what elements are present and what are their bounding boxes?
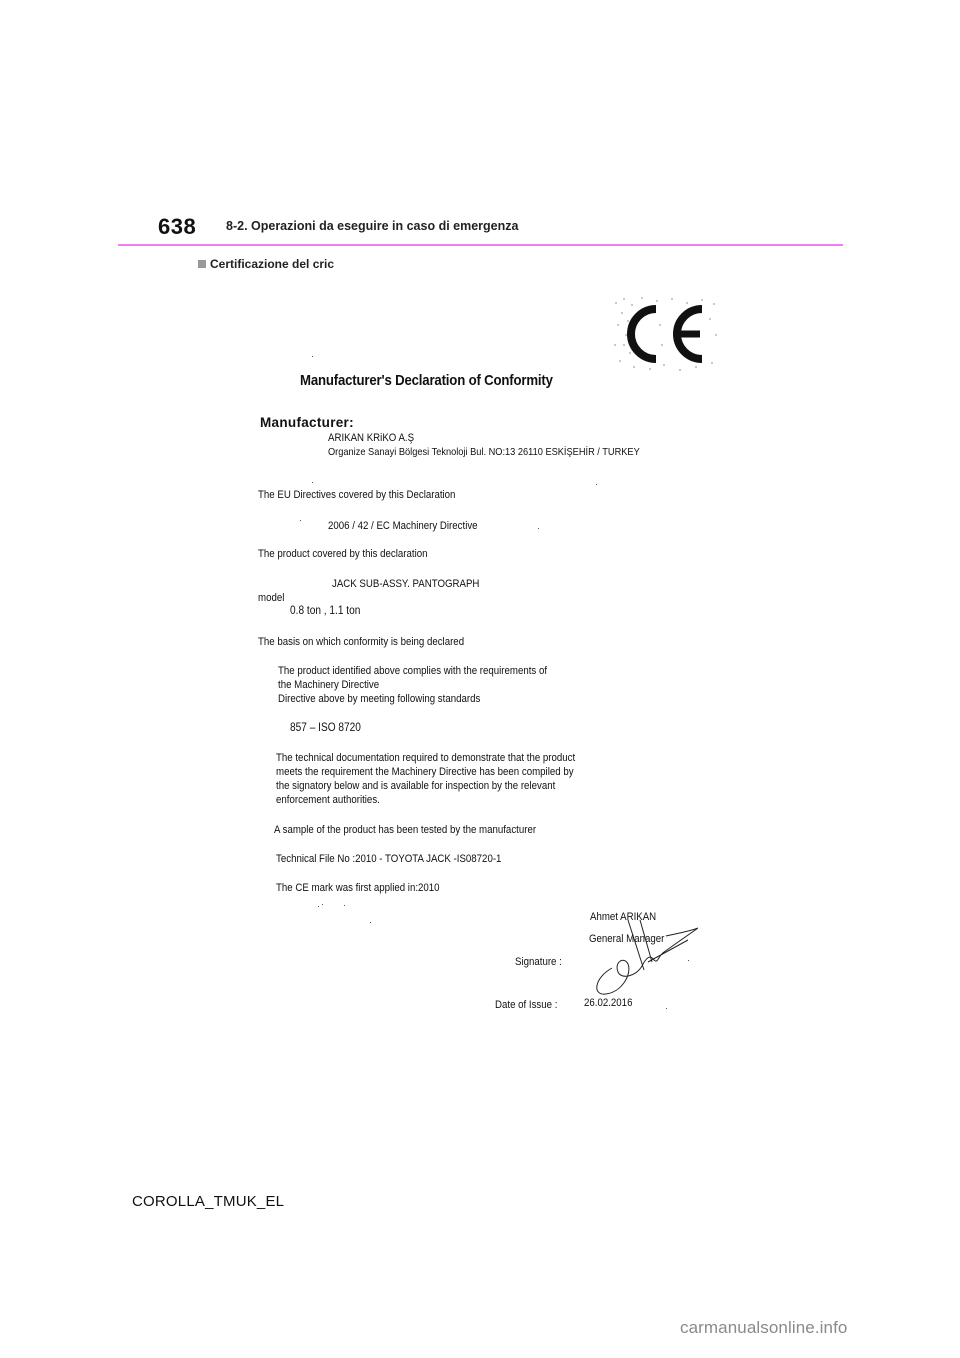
subheading xyxy=(198,257,334,271)
declaration-title: Manufacturer's Declaration of Conformity xyxy=(300,372,553,389)
signatory-name: Ahmet ARIKAN xyxy=(590,911,657,923)
sample-text: A sample of the product has been tested by the manufacturer xyxy=(274,824,537,836)
subheading-label: Certificazione del cric xyxy=(210,257,335,271)
ce-first-applied: The CE mark was first applied in:2010 xyxy=(276,882,440,894)
technical-doc-line-4: enforcement authorities. xyxy=(276,794,380,806)
page-number: 638 xyxy=(158,214,197,239)
watermark-link[interactable]: carmanualsonline.info xyxy=(680,1318,848,1337)
manufacturer-name: ARIKAN KRiKO A.Ş xyxy=(328,432,415,444)
eu-directives-label: The EU Directives covered by this Declaration xyxy=(258,489,456,501)
square-bullet-icon xyxy=(198,260,206,268)
model-values: 0.8 ton , 1.1 ton xyxy=(290,605,361,617)
product-name: JACK SUB-ASSY. PANTOGRAPH xyxy=(332,578,480,590)
technical-doc-line-2: meets the requirement the Machinery Directive has been compiled by xyxy=(276,766,574,778)
standard: 857 – ISO 8720 xyxy=(290,722,361,734)
signature-label: Signature : xyxy=(515,956,562,968)
eu-directive: 2006 / 42 / EC Machinery Directive xyxy=(328,520,478,532)
basis-text-3: Directive above by meeting following standards xyxy=(278,693,481,705)
section-title: 8-2. Operazioni da eseguire in caso di emergenza xyxy=(226,219,519,233)
technical-doc-line-3: the signatory below and is available for inspection by the relevant xyxy=(276,780,556,792)
product-label: The product covered by this declaration xyxy=(258,548,428,560)
handwritten-signature-icon xyxy=(588,918,698,998)
document-code: COROLLA_TMUK_EL xyxy=(132,1193,285,1210)
ce-mark-icon xyxy=(612,295,720,373)
manufacturer-address: Organize Sanayi Bölgesi Teknoloji Bul. NO:13 26110 ESKİŞEHİR / TURKEY xyxy=(328,446,640,458)
technical-file: Technical File No :2010 - TOYOTA JACK -IS08720-1 xyxy=(276,853,502,865)
basis-text-1: The product identified above complies with the requirements of xyxy=(278,665,548,677)
signatory-title: General Manager xyxy=(589,933,665,945)
manufacturer-label: Manufacturer: xyxy=(260,415,354,430)
header-divider xyxy=(118,244,843,246)
technical-doc-line-1: The technical documentation required to demonstrate that the product xyxy=(276,752,576,764)
basis-text-2: the Machinery Directive xyxy=(278,679,380,691)
basis-label: The basis on which conformity is being declared xyxy=(258,636,465,648)
date-label: Date of Issue : xyxy=(495,999,558,1011)
date-value: 26.02.2016 xyxy=(584,997,633,1009)
model-label: model xyxy=(258,592,285,604)
